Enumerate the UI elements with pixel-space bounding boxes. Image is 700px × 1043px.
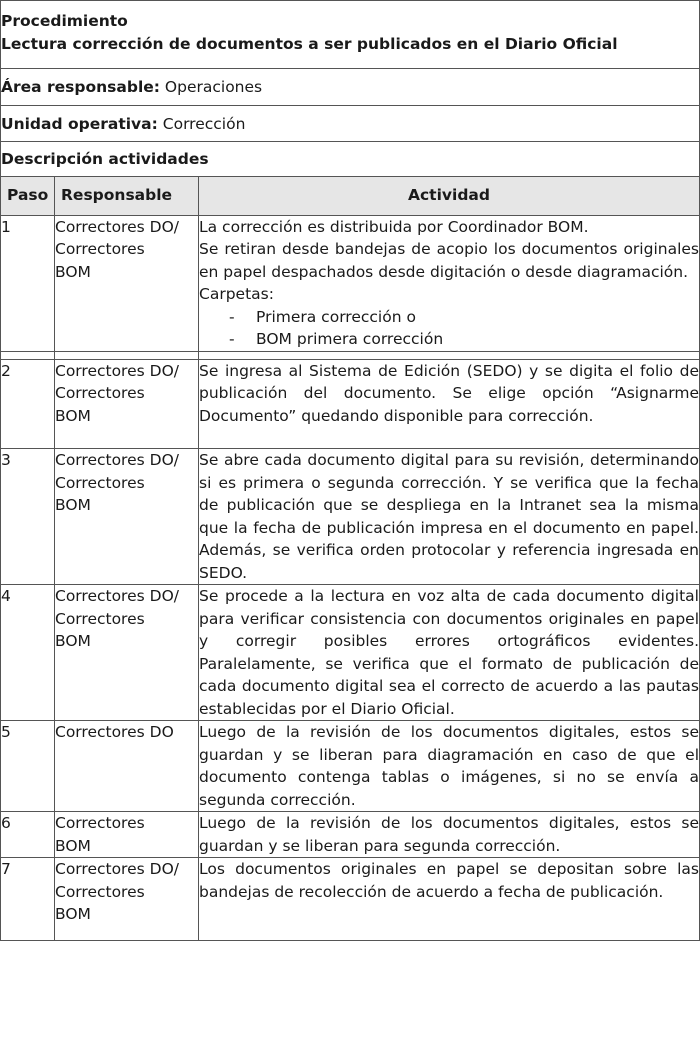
table-row xyxy=(1,585,700,721)
responsable-line: Correctores DO/ xyxy=(55,860,179,878)
area-value: Operaciones xyxy=(164,78,263,96)
responsable-line: Correctores xyxy=(55,882,145,901)
responsable-line: Correctores xyxy=(55,240,145,258)
responsable-line: BOM xyxy=(55,406,91,425)
col-actividad-header: Actividad xyxy=(199,176,700,215)
actividad-text: Se ingresa al Sistema de Edición (SEDO) y se digita el folio de publicación del documento. Se elige opción “Asignarme Documento” quedando disponible para corrección. xyxy=(199,361,699,425)
responsable-cell xyxy=(55,858,199,941)
header-row xyxy=(1,1,700,69)
actividad-text: Se abre cada documento digital para su revisión, determinando si es primera o segunda corrección. Y se verifica que la fecha de publicación que se despliega en la Intranet sea la misma que la fecha de publicación impresa en el documento en papel. Además, se verifica orden protocolar y referencia ingresada en SEDO. xyxy=(199,451,699,582)
step-number: 6 xyxy=(1,812,55,858)
list-item-text: Primera corrección o xyxy=(256,307,416,326)
unidad-value: Corrección xyxy=(162,114,246,133)
responsable-cell xyxy=(55,359,199,449)
spacer-row xyxy=(1,351,700,359)
list-item xyxy=(199,306,699,329)
actividad-text: Luego de la revisión de los documentos digitales, estos se guardan y se liberan para diagramación en caso de que el documento contenga tablas o imágenes, si no se envía a segunda corrección. xyxy=(199,723,699,809)
responsable-line: Correctores xyxy=(55,473,145,492)
step-number: 4 xyxy=(1,585,55,721)
procedure-title: Lectura corrección de documentos a ser publicados en el Diario Oficial xyxy=(1,34,618,53)
actividad-text: Se retiran desde bandejas de acopio los documentos originales en papel despachados desde digitación o desde diagramación. xyxy=(199,240,699,281)
dash-bullet: - xyxy=(229,330,235,348)
actividad-cell xyxy=(199,858,700,941)
responsable-line: BOM xyxy=(55,836,91,855)
table-row xyxy=(1,858,700,941)
step-number: 1 xyxy=(1,215,55,351)
actividad-text: Se procede a la lectura en voz alta de cada documento digital para verificar consistencia con documentos originales en papel y corregir posibles errores ortográficos evidentes. Paralelamente, se verifica que el formato de publicación de cada documento digital sea el correcto de acuerdo a las pautas establecidas por el Diario Oficial. xyxy=(199,587,699,718)
actividad-cell xyxy=(199,721,700,812)
step-number: 5 xyxy=(1,721,55,812)
table-row xyxy=(1,215,700,351)
responsable-line: BOM xyxy=(55,262,91,281)
actividad-text: Luego de la revisión de los documentos digitales, estos se guardan y se liberan para segunda corrección. xyxy=(199,814,699,855)
descripcion-row xyxy=(1,142,700,177)
dash-bullet: - xyxy=(229,307,235,326)
responsable-line: Correctores DO/ xyxy=(55,361,179,380)
actividad-cell xyxy=(199,585,700,721)
responsable-line: BOM xyxy=(55,632,91,650)
step-number: 7 xyxy=(1,858,55,941)
actividad-text: Carpetas: xyxy=(199,285,274,303)
table-row xyxy=(1,449,700,585)
responsable-cell xyxy=(55,812,199,858)
area-row xyxy=(1,69,700,106)
actividad-cell xyxy=(199,449,700,585)
unidad-label: Unidad operativa: xyxy=(1,114,158,133)
responsable-line: Correctores DO/ xyxy=(55,217,179,236)
responsable-line: BOM xyxy=(55,496,91,514)
responsable-line: Correctores xyxy=(55,814,145,832)
actividad-cell xyxy=(199,359,700,449)
responsable-line: Correctores DO/ xyxy=(55,451,179,469)
responsable-line: BOM xyxy=(55,905,91,923)
descripcion-label: Descripción actividades xyxy=(1,150,209,168)
table-row xyxy=(1,812,700,858)
actividad-cell xyxy=(199,215,700,351)
col-paso-header: Paso xyxy=(1,176,55,215)
step-number: 2 xyxy=(1,359,55,449)
column-header-row xyxy=(1,176,700,215)
actividad-text: La corrección es distribuida por Coordinador BOM. xyxy=(199,217,589,236)
area-label: Área responsable: xyxy=(1,78,160,96)
list-item-text: BOM primera corrección xyxy=(256,330,444,348)
table-row xyxy=(1,359,700,449)
responsable-cell xyxy=(55,215,199,351)
procedure-label: Procedimiento xyxy=(1,12,128,30)
actividad-text: Los documentos originales en papel se depositan sobre las bandejas de recolección de acuerdo a fecha de publicación. xyxy=(199,860,699,901)
unidad-row xyxy=(1,105,700,142)
responsable-line: Correctores xyxy=(55,609,145,628)
table-row xyxy=(1,721,700,812)
responsable-line: Correctores xyxy=(55,384,145,402)
responsable-line: Correctores DO/ xyxy=(55,587,179,605)
responsable-cell xyxy=(55,721,199,812)
step-number: 3 xyxy=(1,449,55,585)
responsable-cell xyxy=(55,585,199,721)
responsable-line: Correctores DO xyxy=(55,723,174,741)
actividad-cell xyxy=(199,812,700,858)
responsable-cell xyxy=(55,449,199,585)
list-item xyxy=(199,328,699,351)
col-responsable-header: Responsable xyxy=(55,176,199,215)
